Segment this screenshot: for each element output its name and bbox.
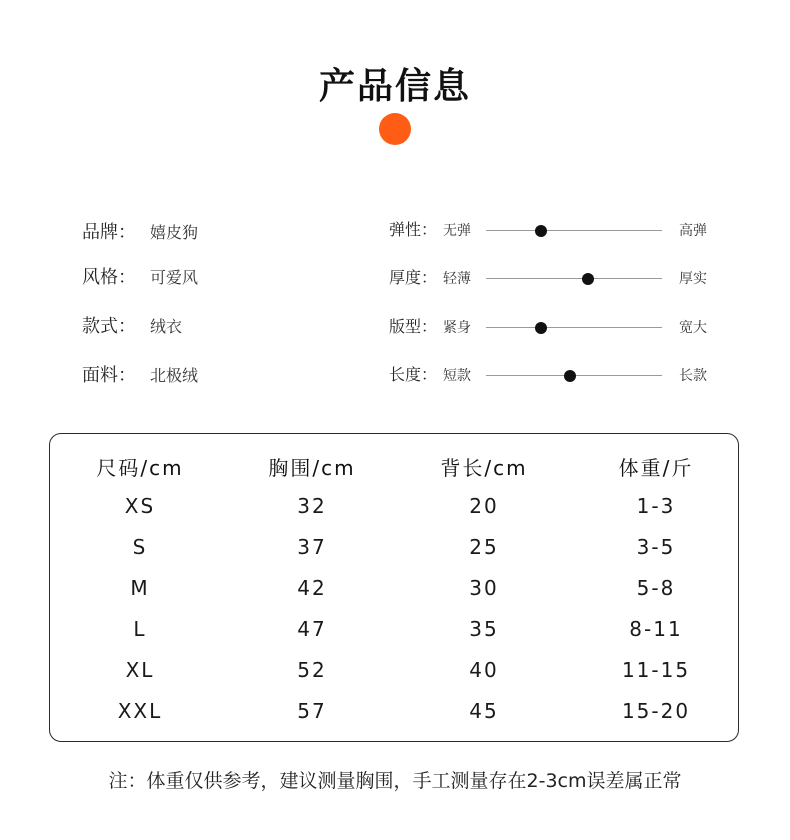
spec-level-marker [564,370,576,382]
table-cell: 15-20 [621,699,691,723]
column-header: 尺码/cm [96,456,184,480]
spec-min-label: 短款 [443,368,471,384]
spec-label: 长度： [389,365,438,384]
table-cell: 5-8 [636,576,676,600]
spec-scale-track [486,278,662,279]
table-cell: 8-11 [629,617,683,641]
table-cell: 57 [297,699,327,723]
table-cell: XL [125,658,155,682]
column-header: 体重/斤 [618,456,694,480]
attribute-label: 面料： [82,365,136,386]
spec-scale-track [486,327,662,328]
spec-max-label: 厚实 [679,271,707,287]
attribute-value: 绒衣 [150,316,183,336]
spec-label: 版型： [389,317,438,336]
table-cell: 37 [297,535,327,559]
attribute-value: 嬉皮狗 [150,222,199,242]
column-header: 胸围/cm [268,456,356,480]
table-cell: 40 [469,658,499,682]
spec-max-label: 长款 [679,368,707,384]
spec-level-marker [535,225,547,237]
table-cell: S [132,535,148,559]
table-cell: 35 [469,617,499,641]
table-cell: 30 [469,576,499,600]
attribute-label: 风格： [82,267,136,288]
spec-label: 弹性： [389,220,438,239]
attribute-fabric [82,362,198,386]
table-cell: 1-3 [636,494,676,518]
table-cell: 47 [297,617,327,641]
spec-fit [389,315,719,339]
attribute-value: 可爱风 [150,267,199,287]
table-cell: 42 [297,576,327,600]
spec-min-label: 紧身 [443,320,471,336]
table-cell: L [133,617,147,641]
spec-max-label: 高弹 [679,223,707,239]
spec-min-label: 轻薄 [443,271,471,287]
attribute-value: 北极绒 [150,365,199,385]
title-accent-dot [379,113,411,145]
table-cell: 52 [297,658,327,682]
table-cell: XXL [117,699,163,723]
table-cell: 11-15 [621,658,691,682]
spec-min-label: 无弹 [443,223,471,239]
table-cell: 32 [297,494,327,518]
spec-label: 厚度： [389,268,438,287]
page-title: 产品信息 [318,66,471,107]
table-cell: XS [124,494,156,518]
spec-level-marker [582,273,594,285]
spec-length [389,363,719,387]
measurement-note: 注：体重仅供参考，建议测量胸围，手工测量存在2-3cm误差属正常 [108,770,682,792]
attribute-brand [82,219,198,243]
size-table [49,433,739,742]
attribute-style [82,264,198,288]
table-cell: 20 [469,494,499,518]
spec-max-label: 宽大 [679,320,707,336]
attribute-type [82,313,182,337]
column-header: 背长/cm [440,456,528,480]
table-cell: M [130,576,150,600]
spec-scale-track [486,230,662,231]
attribute-label: 品牌： [82,222,136,243]
table-cell: 25 [469,535,499,559]
spec-level-marker [535,322,547,334]
attribute-label: 款式： [82,316,136,337]
table-cell: 3-5 [636,535,676,559]
spec-elasticity [389,218,719,242]
spec-thickness [389,266,719,290]
table-cell: 45 [469,699,499,723]
